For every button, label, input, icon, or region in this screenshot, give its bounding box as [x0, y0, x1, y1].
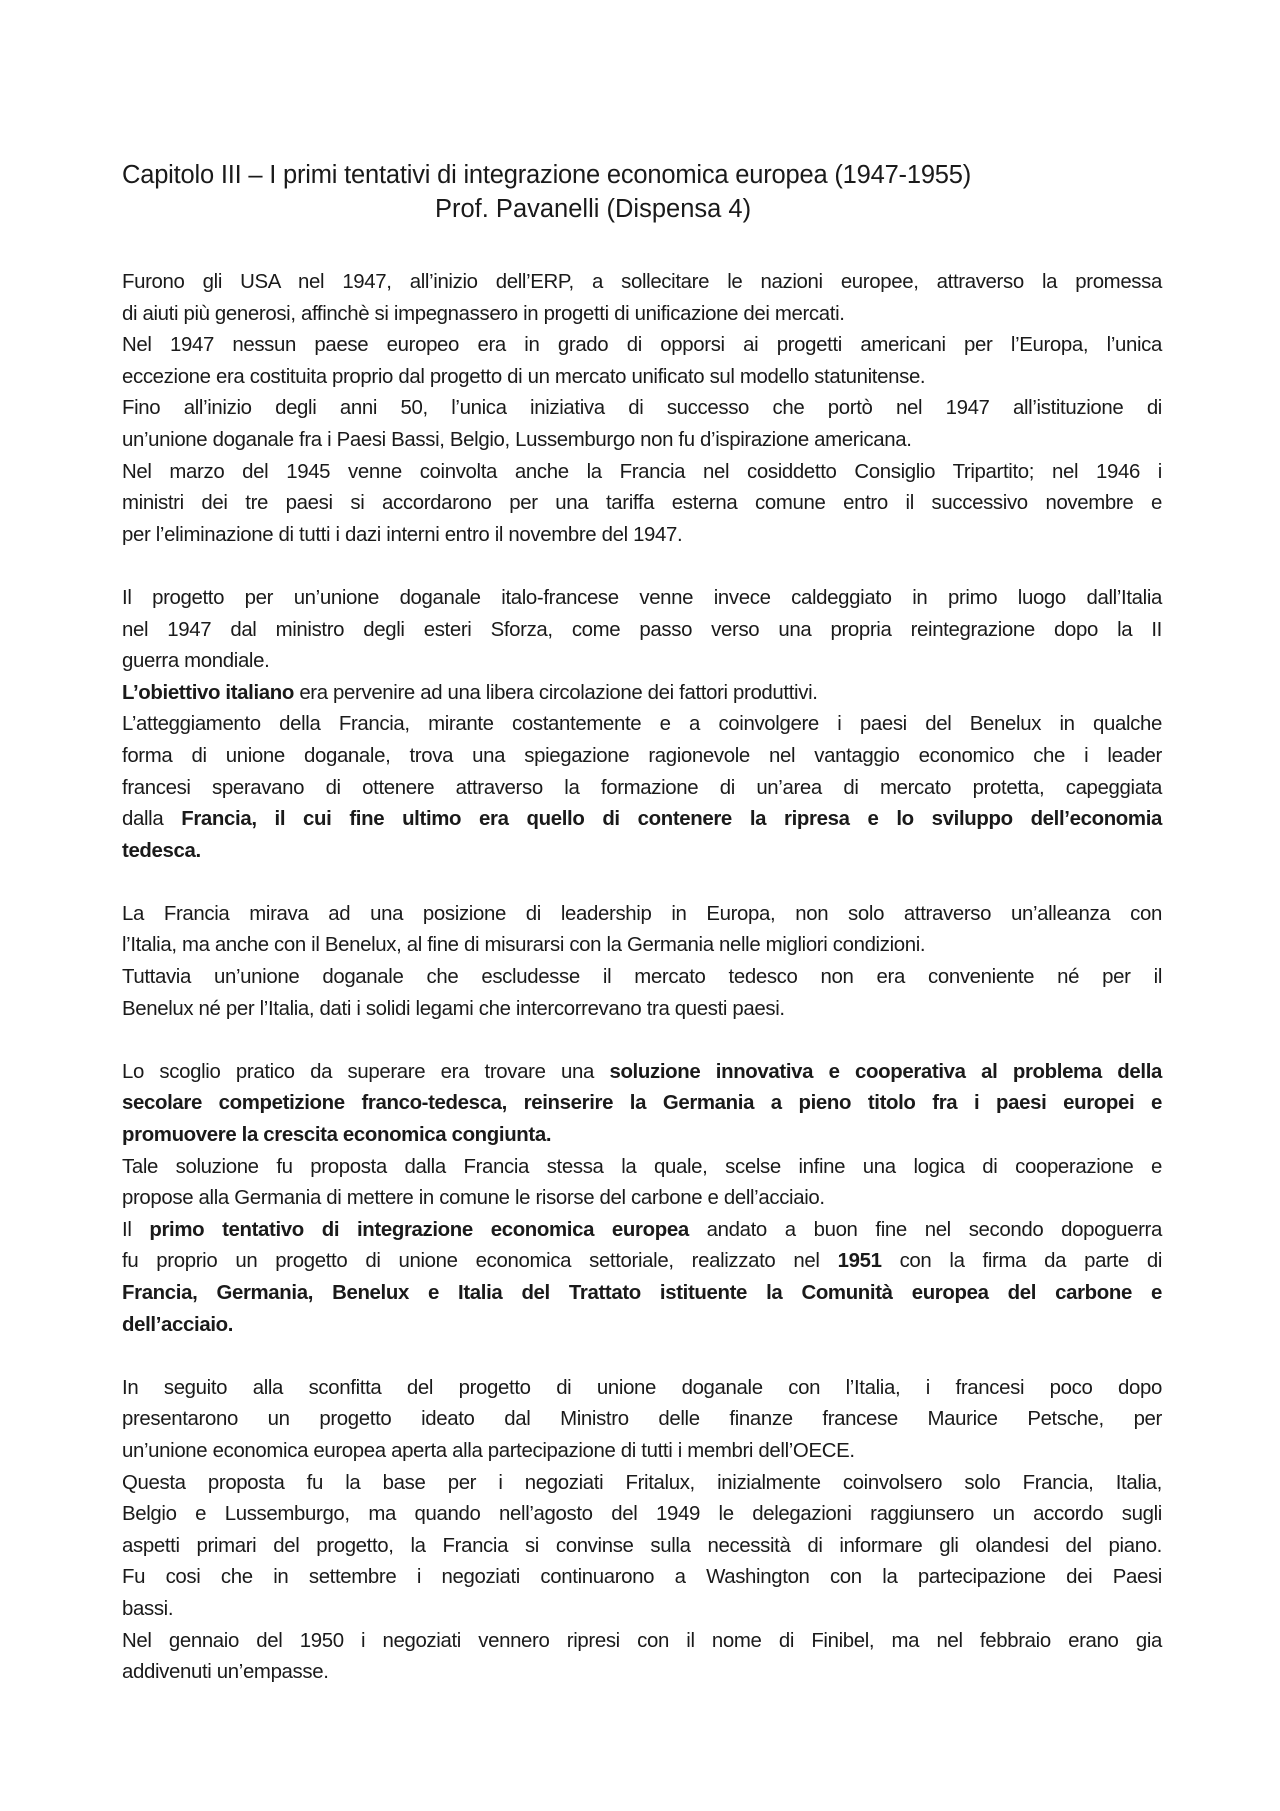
text-line: Nel marzo del 1945 venne coinvolta anche la Francia nel cosiddetto Consiglio Tripartito; nel 1946 i [122, 460, 1162, 483]
text-line: forma di unione doganale, trova una spiegazione ragionevole nel vantaggio economico che i leader [122, 744, 1162, 767]
text-line: Fu cosi che in settembre i negoziati continuarono a Washington con la partecipazione dei Paesi [122, 1566, 1162, 1589]
text-line: Belgio e Lussemburgo, ma quando nell’agosto del 1949 le delegazioni raggiunsero un accordo sugli [122, 1503, 1162, 1526]
text-span: fu proprio un progetto di unione economica settoriale, realizzato nel [122, 1250, 838, 1273]
bold-phrase: promuovere la crescita economica congiunta. [122, 1124, 552, 1147]
text-line: Fino all’inizio degli anni 50, l’unica iniziativa di successo che portò nel 1947 all’istituzione di [122, 397, 1162, 420]
text-line [122, 1310, 1162, 1342]
text-line [122, 1088, 1162, 1120]
bold-phrase: soluzione innovativa e cooperativa al problema della [609, 1060, 1162, 1083]
document-body [122, 267, 1162, 1689]
text-line: aspetti primari del progetto, la Francia si convinse sulla necessità di informare gli olandesi del piano. [122, 1534, 1162, 1557]
text-line: l’Italia, ma anche con il Benelux, al fine di misurarsi con la Germania nelle migliori condizioni. [122, 934, 926, 957]
bold-phrase: tedesca. [122, 839, 201, 862]
chapter-title: Capitolo III – I primi tentativi di integrazione economica europea (1947-1955) [122, 161, 972, 189]
text-span: era pervenire ad una libera circolazione dei fattori produttivi. [294, 681, 818, 704]
bold-phrase: dell’acciaio. [122, 1313, 234, 1336]
text-line [122, 678, 1162, 710]
text-line: Questa proposta fu la base per i negoziati Fritalux, inizialmente coinvolsero solo Francia, Italia, [122, 1471, 1162, 1494]
text-line: In seguito alla sconfitta del progetto di unione doganale con l’Italia, i francesi poco dopo [122, 1376, 1162, 1399]
author-subtitle: Prof. Pavanelli (Dispensa 4) [435, 195, 752, 223]
bold-phrase: Francia, il cui fine ultimo era quello di contenere la ripresa e lo sviluppo dell’economia [181, 808, 1162, 831]
text-line: un’unione doganale fra i Paesi Bassi, Belgio, Lussemburgo non fu d’ispirazione americana. [122, 428, 912, 451]
bold-phrase: L’obiettivo italiano [122, 681, 294, 704]
text-line: ministri dei tre paesi si accordarono per una tariffa esterna comune entro il successivo novembre e [122, 492, 1162, 515]
text-span: Il [122, 1218, 150, 1241]
text-span: Lo scoglio pratico da superare era trovare una [122, 1060, 610, 1083]
text-line: La Francia mirava ad una posizione di leadership in Europa, non solo attraverso un’alleanza con [122, 902, 1162, 925]
text-line: Benelux né per l’Italia, dati i solidi legami che intercorrevano tra questi paesi. [122, 997, 785, 1020]
text-line: eccezione era costituita proprio dal progetto di un mercato unificato sul modello statunitense. [122, 365, 926, 388]
bold-phrase: secolare competizione franco-tedesca, reinserire la Germania a pieno titolo fra i paesi europei e [122, 1092, 1162, 1115]
text-line: guerra mondiale. [122, 650, 270, 673]
text-line: L’atteggiamento della Francia, mirante costantemente e a coinvolgere i paesi del Benelux in qualche [122, 713, 1162, 736]
text-line: nel 1947 dal ministro degli esteri Sforza, come passo verso una propria reintegrazione dopo la II [122, 618, 1162, 641]
text-line: un’unione economica europea aperta alla partecipazione di tutti i membri dell’OECE. [122, 1439, 855, 1462]
bold-phrase: primo tentativo di integrazione economica europea [149, 1218, 689, 1241]
text-line: bassi. [122, 1597, 174, 1620]
text-line: addivenuti un’empasse. [122, 1661, 329, 1684]
text-line [122, 836, 1162, 868]
text-span: con la firma da parte di [881, 1250, 1163, 1273]
text-line [122, 1215, 1162, 1247]
text-line [122, 1278, 1162, 1310]
text-line: Tuttavia un’unione doganale che escludesse il mercato tedesco non era conveniente né per il [122, 966, 1162, 989]
bold-phrase: Francia, Germania, Benelux e Italia del Trattato istituente la Comunità europea del carbone e [122, 1282, 1162, 1304]
text-line [122, 804, 1162, 836]
text-line: Nel gennaio del 1950 i negoziati vennero ripresi con il nome di Finibel, ma nel febbraio erano gia [122, 1629, 1162, 1652]
text-line: propose alla Germania di mettere in comune le risorse del carbone e dell’acciaio. [122, 1187, 825, 1210]
text-line [122, 1120, 1162, 1152]
text-span: dalla [122, 808, 182, 831]
text-line: presentarono un progetto ideato dal Ministro delle finanze francese Maurice Petsche, per [122, 1408, 1162, 1431]
bold-phrase: 1951 [837, 1250, 882, 1273]
text-line: di aiuti più generosi, affinchè si impegnassero in progetti di unificazione dei mercati. [122, 302, 845, 325]
text-line [122, 1246, 1162, 1278]
text-line: Nel 1947 nessun paese europeo era in grado di opporsi ai progetti americani per l’Europa, l’unica [122, 334, 1162, 357]
text-line [122, 1057, 1162, 1089]
title-block [122, 158, 1162, 226]
text-line: Tale soluzione fu proposta dalla Francia stessa la quale, scelse infine una logica di cooperazione e [122, 1155, 1162, 1178]
text-line: Il progetto per un’unione doganale italo-francese venne invece caldeggiato in primo luogo dall’Italia [122, 586, 1162, 609]
text-line: francesi speravano di ottenere attraverso la formazione di un’area di mercato protetta, capeggiata [122, 776, 1162, 799]
text-line: per l’eliminazione di tutti i dazi interni entro il novembre del 1947. [122, 523, 683, 546]
text-line: Furono gli USA nel 1947, all’inizio dell’ERP, a sollecitare le nazioni europee, attraverso la promessa [122, 271, 1162, 293]
text-span: andato a buon fine nel secondo dopoguerra [688, 1218, 1162, 1241]
